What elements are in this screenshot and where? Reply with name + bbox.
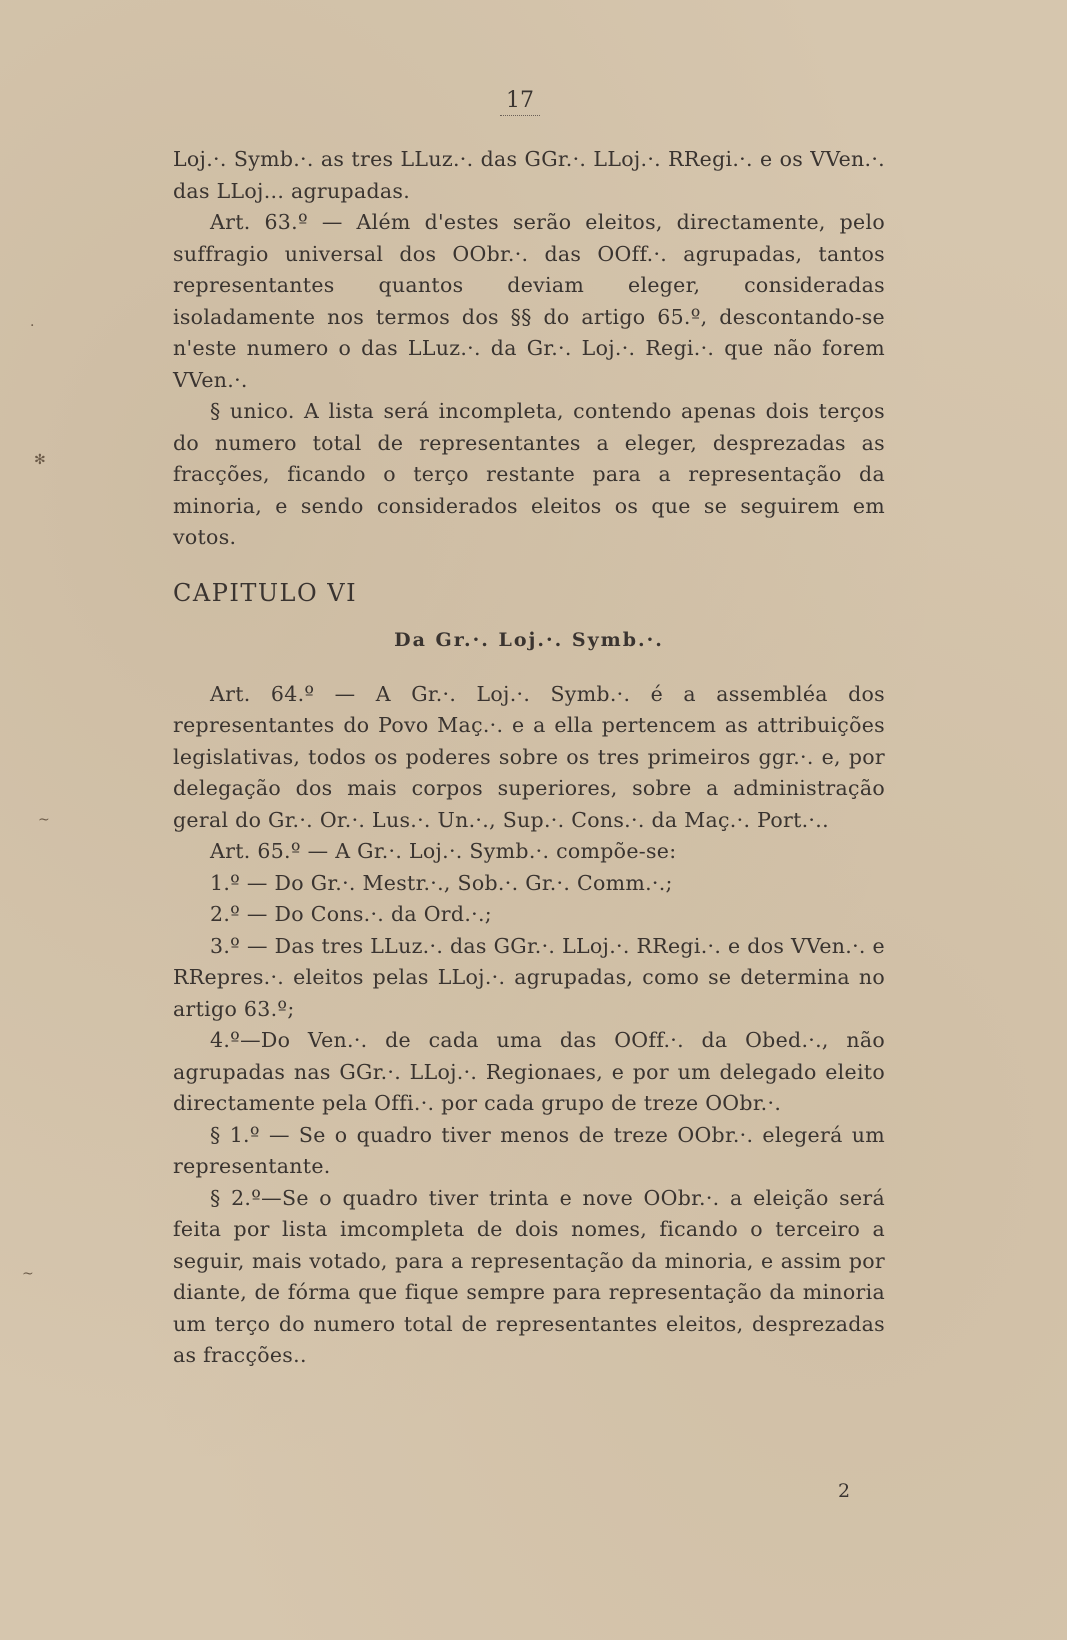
signature-mark: 2	[838, 1480, 851, 1502]
paragraph: 2.º — Do Cons.·. da Ord.·.;	[210, 902, 492, 926]
paragraph: § unico. A lista será incompleta, contendo apenas dois terços do numero total de representantes a eleger, desprezadas as fracções, ficando o terço restante para a representação da minoria, e sendo considerados eleitos os que se seguirem em votos.	[173, 399, 885, 549]
paragraph: 4.º—Do Ven.·. de cada uma das OOff.·. da Obed.·., não agrupadas nas GGr.·. LLoj.·. Regionaes, e por um delegado eleito directamente pela Offi.·. por cada grupo de treze OObr.·.	[173, 1028, 885, 1115]
paragraph: 1.º — Do Gr.·. Mestr.·., Sob.·. Gr.·. Comm.·.;	[210, 870, 673, 895]
paragraph: Art. 65.º — A Gr.·. Loj.·. Symb.·. compõe-se:	[210, 839, 677, 863]
paragraph: Loj.·. Symb.·. as tres LLuz.·. das GGr.·. LLoj.·. RRegi.·. e os VVen.·. das LLoj... agrupadas.	[173, 147, 885, 203]
paragraph: § 1.º — Se o quadro tiver menos de treze OObr.·. elegerá um representante.	[173, 1122, 885, 1178]
body-text	[173, 144, 885, 1372]
paragraph: Art. 63.º — Além d'estes serão eleitos, directamente, pelo suffragio universal dos OObr.·. das OOff.·. agrupadas, tantos representantes quantos deviam eleger, consideradas isoladamente nos termos dos §§ do artigo 65.º, descontando-se n'este numero o das LLuz.·. da Gr.·. Loj.·. Regi.·. que não forem VVen.·.	[173, 210, 885, 392]
paragraph: Art. 64.º — A Gr.·. Loj.·. Symb.·. é a assembléa dos representantes do Povo Maç.·. e a ella pertencem as attribuições legislativas, todos os poderes sobre os tres primeiros ggr.·. e, por delegação dos mais corpos superiores, sobre a administração geral do Gr.·. Or.·. Lus.·. Un.·., Sup.·. Cons.·. da Maç.·. Port.·..	[173, 681, 885, 832]
stain-mark: ✻	[34, 452, 46, 468]
stain-mark: ~	[38, 812, 50, 828]
stain-mark: ~	[22, 1266, 34, 1282]
chapter-title: CAPITULO VI	[173, 578, 358, 607]
paragraph: § 2.º—Se o quadro tiver trinta e nove OObr.·. a eleição será feita por lista imcompleta de dois nomes, ficando o terceiro a seguir, mais votado, para a representação da minoria, e assim por diante, de fórma que fique sempre para representação da minoria um terço do numero total de representantes eleitos, desprezadas as fracções..	[173, 1185, 885, 1367]
paragraph: 3.º — Das tres LLuz.·. das GGr.·. LLoj.·. RRegi.·. e dos VVen.·. e RRepres.·. eleitos pelas LLoj.·. agrupadas, como se determina no artigo 63.º;	[173, 933, 885, 1021]
page-number: 17	[500, 88, 540, 116]
chapter-subtitle: Da Gr.·. Loj.·. Symb.·.	[394, 629, 664, 651]
stain-mark: ·	[30, 318, 35, 334]
